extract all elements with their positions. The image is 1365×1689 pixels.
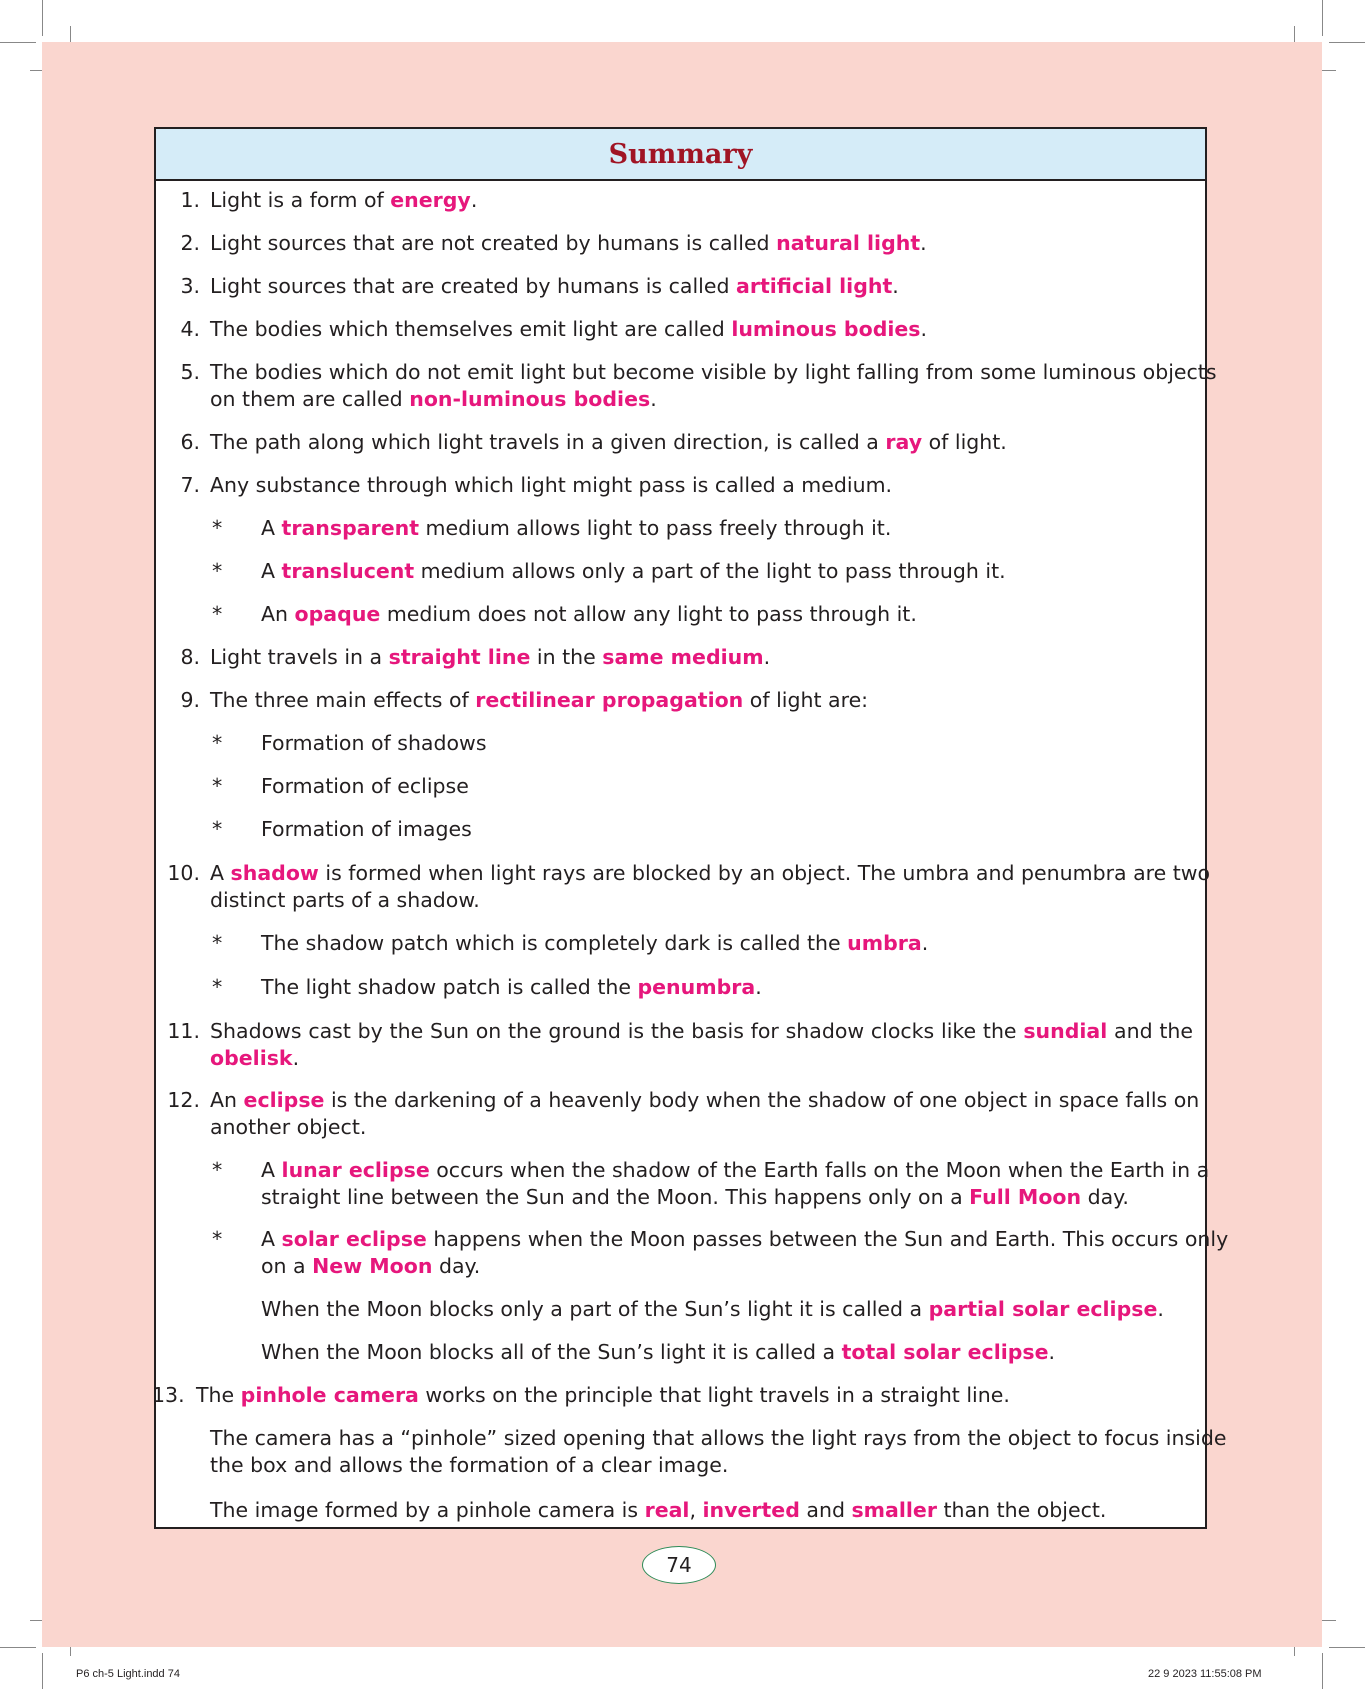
page-number: 74	[642, 1546, 716, 1584]
item-text: The bodies which themselves emit light are called luminous bodies.	[210, 317, 928, 341]
item-number: 2.	[180, 231, 200, 255]
summary-title: Summary	[608, 138, 753, 170]
item-text: Light sources that are created by humans is called artificial light.	[210, 274, 899, 298]
summary-content	[152, 179, 1229, 1527]
bullet-star: *	[212, 559, 223, 583]
item-number: 10.	[167, 861, 200, 885]
paragraph-text: The image formed by a pinhole camera is real, inverted and smaller than the object.	[210, 1498, 1107, 1522]
item-number: 5.	[180, 360, 200, 384]
sub-item-text: An opaque medium does not allow any light to pass through it.	[261, 602, 917, 626]
footer-file-info: P6 ch-5 Light.indd 74	[76, 1668, 180, 1680]
bullet-star: *	[212, 931, 223, 955]
bullet-star: *	[212, 1158, 223, 1182]
item-text: obelisk.	[210, 1046, 300, 1070]
crop-mark	[1329, 42, 1365, 43]
item-number: 9.	[180, 688, 200, 712]
bullet-star: *	[212, 817, 223, 841]
crop-mark	[0, 42, 36, 43]
item-text: Light sources that are not created by humans is called natural light.	[210, 231, 927, 255]
sub-item-text: Formation of eclipse	[261, 774, 469, 798]
sub-item-text: on a New Moon day.	[261, 1254, 481, 1278]
bullet-star: *	[212, 975, 223, 999]
item-text: The path along which light travels in a given direction, is called a ray of light.	[210, 430, 1007, 454]
item-text: Any substance through which light might pass is called a medium.	[210, 473, 893, 497]
item-text: on them are called non-luminous bodies.	[210, 387, 657, 411]
summary-box	[152, 127, 1229, 1529]
item-number: 7.	[180, 473, 200, 497]
paragraph-text: When the Moon blocks only a part of the Sun’s light it is called a partial solar eclipse.	[261, 1297, 1164, 1321]
sub-item-text: A solar eclipse happens when the Moon passes between the Sun and Earth. This occurs only	[261, 1227, 1229, 1251]
item-number: 4.	[180, 317, 200, 341]
item-text: distinct parts of a shadow.	[210, 888, 480, 912]
item-text: A shadow is formed when light rays are blocked by an object. The umbra and penumbra are two	[210, 861, 1211, 885]
crop-mark	[1322, 1653, 1323, 1689]
sub-item-text: straight line between the Sun and the Moon. This happens only on a Full Moon day.	[261, 1185, 1129, 1209]
paragraph-text: the box and allows the formation of a clear image.	[210, 1453, 729, 1477]
bullet-star: *	[212, 602, 223, 626]
sub-item-text: The shadow patch which is completely dark is called the umbra.	[261, 931, 929, 955]
bullet-star: *	[212, 1227, 223, 1251]
item-number: 11.	[167, 1019, 200, 1043]
item-number: 1.	[180, 188, 200, 212]
crop-mark	[42, 1653, 43, 1689]
sub-item-text: A transparent medium allows light to pass freely through it.	[261, 516, 892, 540]
sub-item-text: The light shadow patch is called the penumbra.	[261, 975, 762, 999]
item-text: The bodies which do not emit light but become visible by light falling from some luminous objects	[210, 360, 1217, 384]
item-text: An eclipse is the darkening of a heavenly body when the shadow of one object in space falls on	[210, 1088, 1200, 1112]
sub-item-text: A translucent medium allows only a part of the light to pass through it.	[261, 559, 1006, 583]
sub-item-text: A lunar eclipse occurs when the shadow of the Earth falls on the Moon when the Earth in a	[261, 1158, 1210, 1182]
sub-item-text: Formation of images	[261, 817, 472, 841]
item-number: 3.	[180, 274, 200, 298]
bullet-star: *	[212, 774, 223, 798]
paragraph-text: When the Moon blocks all of the Sun’s light it is called a total solar eclipse.	[261, 1340, 1056, 1364]
item-text: Light travels in a straight line in the same medium.	[210, 645, 771, 669]
crop-mark	[1322, 0, 1323, 36]
sub-item-text: Formation of shadows	[261, 731, 487, 755]
crop-mark	[42, 0, 43, 36]
item-text: Shadows cast by the Sun on the ground is the basis for shadow clocks like the sundial and the	[210, 1019, 1193, 1043]
item-number: 8.	[180, 645, 200, 669]
summary-header	[156, 129, 1205, 181]
item-number: 6.	[180, 430, 200, 454]
item-text: another object.	[210, 1115, 367, 1139]
item-number: 13.	[152, 1383, 185, 1407]
bullet-star: *	[212, 731, 223, 755]
item-text: Light is a form of energy.	[210, 188, 478, 212]
item-text: The pinhole camera works on the principle that light travels in a straight line.	[196, 1383, 1010, 1407]
item-number: 12.	[167, 1088, 200, 1112]
crop-mark	[1329, 1647, 1365, 1648]
item-text: The three main effects of rectilinear propagation of light are:	[210, 688, 869, 712]
footer-timestamp: 22 9 2023 11:55:08 PM	[1148, 1668, 1262, 1680]
crop-mark	[0, 1647, 36, 1648]
paragraph-text: The camera has a “pinhole” sized opening that allows the light rays from the object to focus inside	[210, 1426, 1227, 1450]
bullet-star: *	[212, 516, 223, 540]
